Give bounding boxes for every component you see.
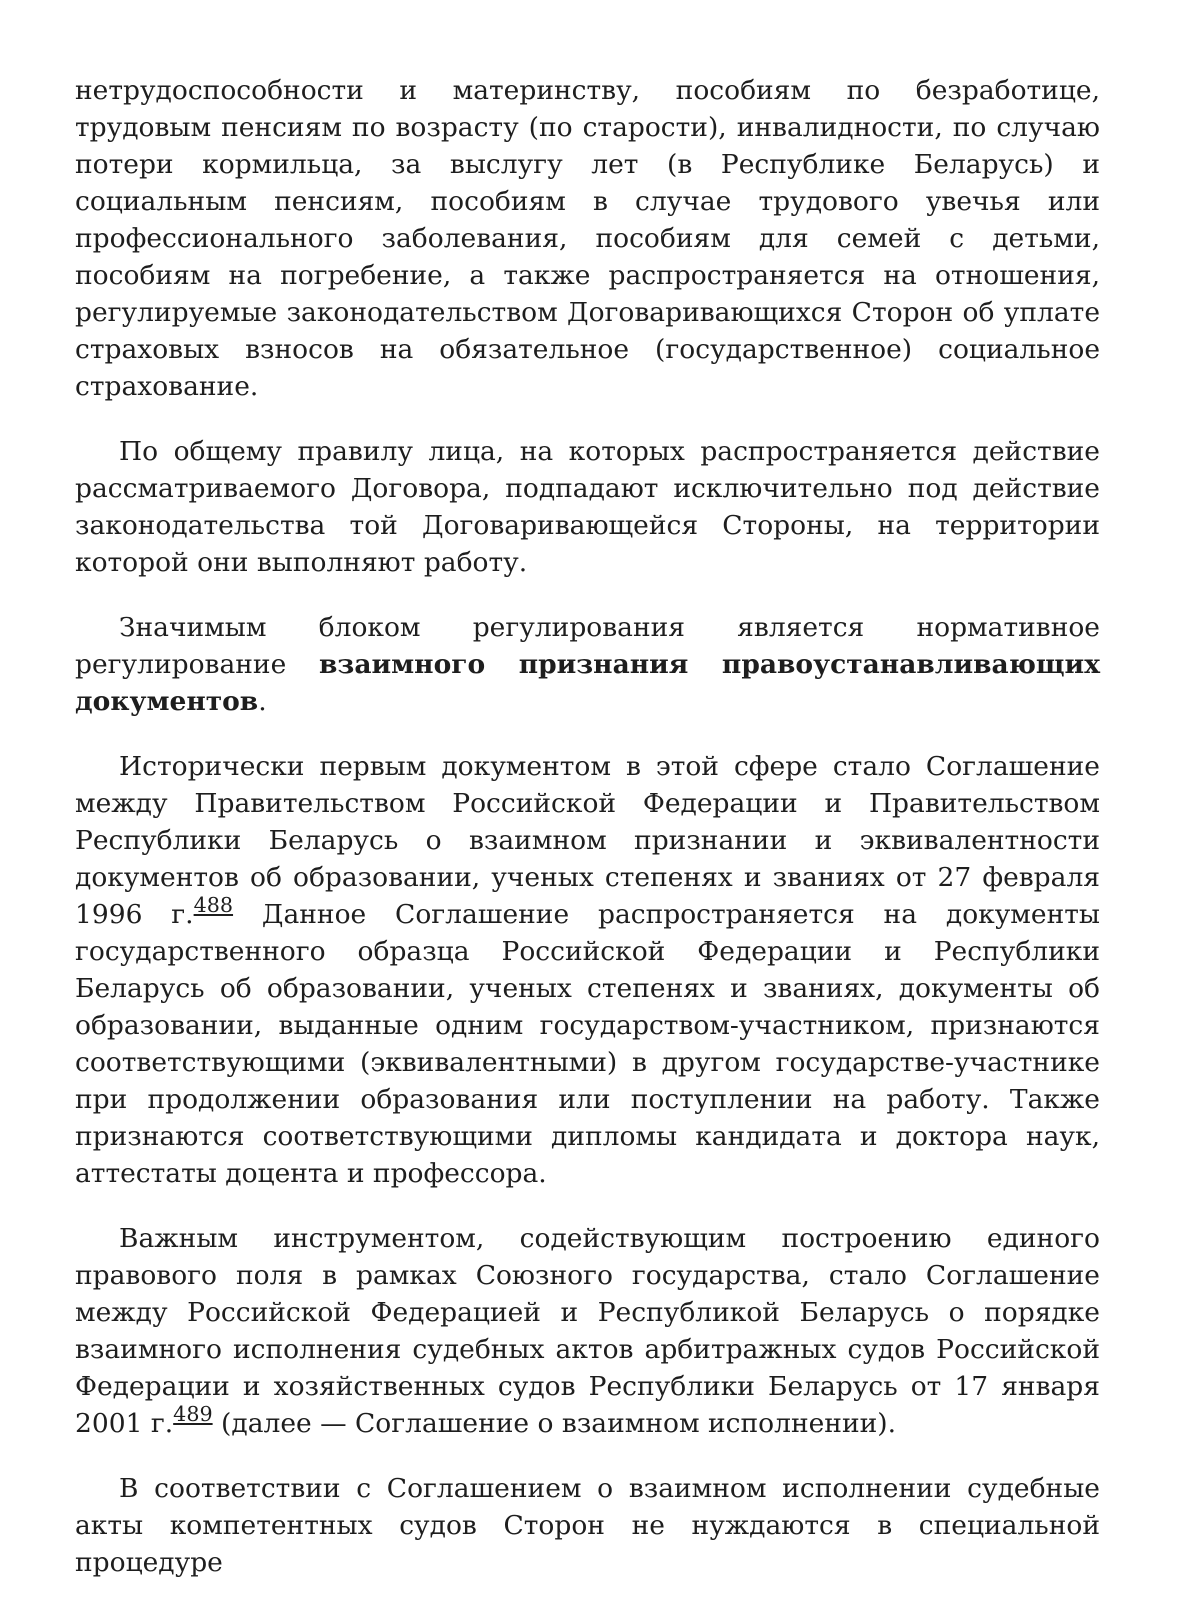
- bold-emphasis: взаимного признания правоустанавливающих документов: [75, 649, 1100, 717]
- paragraph-text-before: Исторически первым документом в этой сфере стало Соглашение между Правительством Российской Федерации и Правительством Республики Беларусь о взаимном признании и эквивалентности документов об образовании, ученых степенях и званиях от 27 февраля 1996 г.: [75, 751, 1100, 930]
- paragraph-mutual-execution: В соответствии с Соглашением о взаимном исполнении судебные акты компетентных судов Сторон не нуждаются в специальной процедуре: [75, 1473, 1100, 1578]
- paragraph-social-insurance-scope: нетрудоспособности и материнству, пособиям по безработице, трудовым пенсиям по возрасту (по старости), инвалидности, по случаю потери кормильца, за выслугу лет (в Республике Беларусь) и социальным пенсиям, пособиям в случае трудового увечья или профессионального заболевания, пособиям для семей с детьми, пособиям на погребение, а также распространяется на отношения, регулируемые законодательством Договаривающихся Сторон об уплате страховых взносов на обязательное (государственное) социальное страхование.: [75, 75, 1100, 402]
- paragraph-education-agreement: [75, 748, 1100, 1192]
- paragraph-text-after: .: [258, 686, 267, 717]
- document-page: [75, 72, 1100, 1581]
- paragraph-text-after: (далее — Соглашение о взаимном исполнении).: [212, 1408, 897, 1439]
- paragraph-text-after: Данное Соглашение распространяется на документы государственного образца Российской Федерации и Республики Беларусь об образовании, ученых степенях и званиях, документы об образовании, выданные одним государством-участником, признаются соответствующими (эквивалентными) в другом государстве-участнике при продолжении образования или поступлении на работу. Также признаются соответствующими дипломы кандидата и доктора наук, аттестаты доцента и профессора.: [75, 899, 1101, 1189]
- paragraph-text-before: Важным инструментом, содействующим построению единого правового поля в рамках Союзного государства, стало Соглашение между Российской Федерацией и Республикой Беларусь о порядке взаимного исполнения судебных актов арбитражных судов Российской Федерации и хозяйственных судов Республики Беларусь от 17 января 2001 г.: [75, 1223, 1100, 1439]
- footnote-link-489[interactable]: 489: [173, 1402, 213, 1427]
- paragraph-general-rule: По общему правилу лица, на которых распространяется действие рассматриваемого Договора, подпадают исключительно под действие законодательства той Договаривающейся Стороны, на территории которой они выполняют работу.: [75, 436, 1100, 578]
- footnote-link-488[interactable]: 488: [193, 893, 234, 918]
- paragraph-court-acts-agreement: [75, 1220, 1100, 1442]
- paragraph-mutual-recognition-intro: [75, 609, 1100, 720]
- paragraph-text-before: Значимым блоком регулирования является нормативное регулирование: [75, 612, 1100, 680]
